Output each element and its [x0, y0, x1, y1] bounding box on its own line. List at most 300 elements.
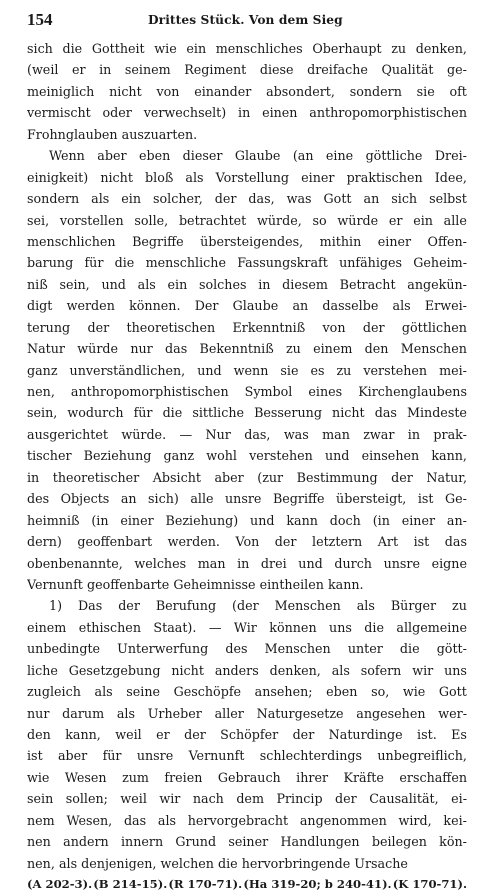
word: einer: [120, 512, 154, 528]
word: sein,: [59, 276, 90, 292]
word: sondern: [27, 191, 80, 207]
word: oder: [102, 105, 132, 121]
word: werden: [66, 298, 115, 314]
word: des: [225, 641, 248, 657]
word: wodurch: [67, 405, 124, 421]
edition-reference: (Ha 319-20; b 240-41).: [243, 877, 392, 892]
word: zu: [336, 362, 352, 378]
word: der: [184, 727, 206, 742]
word: Erwei-: [424, 298, 467, 314]
word: uns: [329, 619, 352, 635]
word: der: [391, 469, 413, 485]
text-line: [27, 553, 467, 574]
word: alle: [190, 491, 214, 507]
word: sofern: [360, 662, 402, 678]
word: Bürger: [390, 598, 437, 614]
word: selbst: [429, 191, 467, 207]
word: einigkeit): [27, 169, 89, 185]
word: —: [208, 619, 222, 635]
word: betrachtet: [178, 212, 247, 228]
word: Naturdinge: [328, 727, 403, 742]
word: wie: [154, 41, 177, 56]
word: es: [310, 362, 325, 378]
word: wie: [27, 769, 50, 785]
text-line: [27, 831, 467, 852]
word: Drei-: [434, 148, 467, 164]
word: ethischen: [78, 619, 141, 635]
text-line: [27, 660, 467, 681]
word: übersteigendes,: [200, 233, 304, 249]
word: in: [258, 276, 271, 292]
word: wir: [159, 791, 181, 807]
word: er: [156, 727, 170, 742]
word: das: [444, 534, 467, 550]
word: sittliche: [192, 405, 244, 421]
text-line: [27, 102, 467, 123]
word: angesehen: [356, 705, 426, 721]
word: dieser: [182, 148, 223, 164]
word: der: [87, 319, 110, 335]
word: die: [162, 405, 183, 421]
word: zugleich: [27, 684, 81, 700]
word: angenommen: [299, 812, 387, 828]
word: sein: [27, 791, 54, 807]
text-line: [27, 488, 467, 509]
word: ihrer: [296, 769, 329, 785]
word: weil: [120, 791, 147, 807]
text-line: [27, 745, 467, 766]
word: zum: [122, 769, 149, 785]
word: würde.: [121, 426, 167, 442]
word: digt: [27, 298, 53, 314]
word: das: [165, 341, 188, 357]
word: dreifache: [307, 62, 368, 78]
word: auszuarten.: [121, 126, 198, 142]
word: was: [286, 191, 312, 207]
word: welches: [134, 555, 187, 571]
word: Ursache: [354, 855, 408, 871]
word: kei-: [443, 812, 467, 828]
word: Vernunft: [188, 748, 245, 764]
word: menschlichen: [27, 233, 116, 249]
word: sich: [27, 41, 53, 56]
word: nicht: [171, 662, 204, 678]
word: Wesen,: [66, 812, 113, 828]
word: hervorgebracht: [187, 812, 289, 828]
word: ist: [417, 491, 434, 507]
word: ein: [186, 41, 207, 56]
text-line: [27, 467, 467, 488]
word: solle,: [134, 212, 169, 228]
word: den: [27, 727, 51, 742]
word: Betracht: [339, 276, 396, 292]
word: Mindeste: [406, 405, 467, 421]
word: einsehen: [361, 448, 420, 464]
word: ist: [413, 534, 430, 550]
word: Es: [451, 727, 467, 742]
word: vermischt: [27, 105, 91, 121]
word: Kirchenglaubens: [358, 384, 467, 399]
word: Menschen: [274, 598, 341, 614]
word: und: [324, 448, 350, 464]
word: zu: [285, 341, 301, 357]
word: an: [120, 491, 137, 507]
word: nur: [130, 341, 153, 357]
word: den: [364, 341, 389, 357]
word: Wesen: [64, 769, 107, 785]
word: Ge-: [444, 491, 467, 507]
text-line: [27, 595, 467, 616]
word: praktischen: [346, 169, 423, 185]
word: Gesetzgebung: [68, 662, 161, 678]
word: ansehen;: [254, 684, 313, 700]
text-line: [27, 724, 467, 745]
word: 1): [49, 598, 63, 614]
word: Wir: [233, 619, 257, 635]
word: als: [58, 855, 78, 871]
edition-references: [27, 874, 467, 895]
text-line: [27, 38, 467, 59]
text-line: [27, 531, 467, 552]
word: (weil: [27, 62, 59, 78]
text-line: [27, 617, 467, 638]
word: nicht: [100, 169, 133, 185]
word: anthropomorphistischen: [309, 105, 467, 121]
word: Berufung: [155, 598, 217, 614]
word: geoffenbart: [77, 534, 153, 550]
word: als: [91, 191, 110, 207]
word: als: [157, 812, 177, 828]
word: einer: [301, 169, 335, 185]
word: als: [116, 705, 135, 721]
word: unsre: [136, 748, 174, 764]
text-line: [27, 360, 467, 381]
word: als: [94, 684, 113, 700]
word: in: [99, 62, 112, 78]
word: wird,: [398, 812, 432, 828]
word: Oberhaupt: [312, 41, 382, 56]
word: übersteigt,: [336, 491, 407, 507]
word: eigne: [431, 555, 467, 571]
text-line: [27, 424, 467, 445]
text-line: [27, 767, 467, 788]
word: Wenn: [49, 148, 85, 164]
word: Erkenntniß: [232, 319, 306, 335]
word: weil: [115, 727, 142, 742]
word: der: [335, 791, 357, 807]
word: nicht: [332, 405, 365, 421]
word: von: [156, 83, 180, 99]
word: andern: [63, 834, 109, 850]
word: denken,: [415, 41, 467, 56]
word: aber: [97, 148, 127, 164]
word: (an: [292, 148, 314, 164]
word: in: [407, 426, 421, 442]
word: und: [197, 362, 222, 378]
word: zwar: [363, 426, 395, 442]
word: Gott: [438, 684, 467, 700]
word: angekün-: [407, 276, 467, 292]
word: das: [123, 812, 147, 828]
page-header: [27, 10, 467, 32]
word: mithin: [319, 233, 362, 249]
word: kann.: [327, 576, 364, 592]
text-line: [27, 124, 467, 145]
book-page: [27, 10, 467, 896]
word: Glaube: [234, 148, 281, 164]
word: (in: [91, 512, 109, 528]
word: das,: [244, 426, 271, 442]
word: sondern: [349, 83, 402, 99]
word: drei: [260, 555, 287, 571]
word: bloß: [145, 169, 174, 185]
word: Geschöpfe: [173, 684, 242, 700]
word: ein: [413, 212, 433, 228]
text-line: [27, 231, 467, 252]
word: was: [283, 426, 309, 442]
word: als: [137, 276, 156, 292]
word: verstehen: [249, 448, 313, 464]
word: unbegreiflich,: [377, 748, 467, 764]
word: eine: [325, 148, 354, 164]
word: wenn: [233, 362, 269, 378]
word: darum: [62, 705, 105, 721]
word: als: [392, 298, 411, 314]
word: Bekenntniß: [199, 341, 274, 357]
word: unsre: [383, 555, 421, 571]
word: Kräfte: [343, 769, 384, 785]
word: Gott: [323, 191, 352, 207]
word: Unterwerfung: [117, 641, 209, 657]
word: Natur: [27, 341, 66, 357]
word: alle: [443, 212, 467, 228]
word: unsre: [225, 491, 262, 507]
word: diesem: [282, 276, 328, 292]
text-line: [27, 810, 467, 831]
word: Frohnglauben: [27, 126, 118, 142]
word: obenbenannte,: [27, 555, 123, 571]
word: freien: [164, 769, 203, 785]
word: Der: [194, 298, 219, 314]
word: und: [101, 276, 126, 292]
word: (der: [232, 598, 259, 614]
word: Offen-: [427, 233, 467, 249]
word: Fassungskraft: [237, 255, 328, 271]
text-line: [27, 59, 467, 80]
word: die: [217, 855, 238, 871]
word: einen: [262, 105, 298, 121]
word: absondert,: [266, 83, 335, 99]
word: sie: [416, 83, 435, 99]
word: theoretischen: [126, 319, 216, 335]
word: von: [322, 319, 346, 335]
edition-reference: (K 170-71).: [392, 877, 467, 892]
word: gött-: [436, 641, 467, 657]
word: theoretischer: [52, 469, 140, 485]
word: oft: [449, 83, 467, 99]
word: denken,: [269, 662, 321, 678]
text-line: [27, 510, 467, 531]
word: niß: [27, 276, 48, 292]
word: er: [71, 62, 86, 78]
text-line: [27, 338, 467, 359]
word: man: [197, 555, 226, 571]
word: Nur: [205, 426, 231, 442]
word: ein: [121, 191, 142, 207]
text-line: [27, 703, 467, 724]
word: Qualität: [381, 62, 434, 78]
word: würde: [337, 212, 379, 228]
word: Idee,: [434, 169, 467, 185]
word: Urheber: [147, 705, 202, 721]
word: kann,: [65, 727, 101, 742]
word: der: [362, 319, 385, 335]
word: einer: [377, 233, 412, 249]
word: Regiment: [184, 62, 247, 78]
word: Vorstellung: [215, 169, 290, 185]
word: man: [322, 426, 350, 442]
word: eintheilen: [259, 576, 324, 592]
word: terung: [27, 319, 71, 335]
word: Menschen: [264, 641, 331, 657]
word: können: [269, 619, 317, 635]
word: uns: [444, 662, 467, 678]
word: anders: [214, 662, 259, 678]
word: so,: [371, 684, 390, 700]
word: und: [250, 512, 275, 528]
word: aber: [57, 748, 88, 764]
word: in: [237, 555, 250, 571]
word: Symbol: [244, 384, 293, 399]
text-line: [27, 81, 467, 102]
word: kön-: [439, 834, 467, 850]
word: anthropomorphistischen: [70, 384, 229, 399]
word: Begriffe: [132, 233, 184, 249]
page-number: 154: [27, 10, 53, 29]
text-line: [27, 295, 467, 316]
word: wie: [402, 684, 426, 700]
word: verwechselt): [143, 105, 227, 121]
text-line: [27, 853, 467, 874]
word: sollen;: [65, 791, 108, 807]
word: denjenigen,: [81, 855, 157, 871]
word: sei,: [27, 212, 50, 228]
word: ein: [167, 276, 188, 292]
word: Grund: [175, 834, 217, 850]
text-line: [27, 402, 467, 423]
word: dem: [236, 791, 264, 807]
word: diese: [259, 62, 294, 78]
word: er: [388, 212, 403, 228]
word: Gebrauch: [217, 769, 281, 785]
word: Beziehung: [83, 448, 152, 464]
word: an: [292, 298, 309, 314]
word: kann: [286, 512, 318, 528]
word: einem: [313, 341, 353, 357]
word: Das: [77, 598, 103, 614]
word: Princip: [276, 791, 323, 807]
word: erschaffen: [399, 769, 467, 785]
word: dern): [27, 534, 62, 550]
word: eines: [308, 384, 343, 399]
word: göttlichen: [401, 319, 467, 335]
word: nen,: [27, 855, 55, 871]
word: Naturgesetze: [256, 705, 344, 721]
word: nem: [27, 812, 55, 828]
word: Art: [377, 534, 399, 550]
word: geoffenbarte: [86, 576, 170, 592]
word: doch: [329, 512, 361, 528]
word: unverständlichen,: [69, 362, 186, 378]
word: Natur,: [426, 469, 467, 485]
word: barung: [27, 255, 74, 271]
word: Vernunft: [27, 576, 83, 592]
edition-reference: (R 170-71).: [168, 877, 243, 892]
word: Von: [235, 534, 260, 550]
text-line: [27, 681, 467, 702]
word: können.: [129, 298, 181, 314]
word: würde,: [257, 212, 302, 228]
word: für: [102, 748, 122, 764]
word: Absicht: [152, 469, 201, 485]
word: nach: [192, 791, 224, 807]
word: einem: [27, 619, 67, 635]
word: ausgerichtet: [27, 426, 108, 442]
word: Beziehung): [165, 512, 239, 528]
word: und: [298, 555, 323, 571]
word: aber: [214, 469, 244, 485]
text-line: [27, 381, 467, 402]
word: schlechterdings: [259, 748, 363, 764]
word: die: [364, 619, 384, 635]
word: menschliches: [215, 41, 303, 56]
word: in: [238, 105, 251, 121]
word: wer-: [438, 705, 467, 721]
word: an: [363, 191, 380, 207]
word: seiner: [228, 834, 269, 850]
word: das: [374, 405, 397, 421]
word: der: [292, 727, 315, 742]
word: sein,: [27, 405, 58, 421]
text-line: [27, 638, 467, 659]
word: zu: [452, 598, 467, 614]
word: einer: [401, 512, 436, 528]
word: Geheimnisse: [173, 576, 256, 592]
word: liche: [27, 662, 58, 678]
word: prak-: [433, 426, 467, 442]
word: letztern: [312, 534, 363, 550]
word: allgemeine: [396, 619, 467, 635]
word: ge-: [447, 62, 467, 78]
word: als: [356, 598, 375, 614]
word: mei-: [439, 362, 467, 378]
word: sich): [148, 491, 179, 507]
word: der: [274, 534, 297, 550]
word: nur: [27, 705, 50, 721]
word: wohl: [206, 448, 237, 464]
edition-reference: (A 202-3).: [27, 877, 93, 892]
word: des: [27, 491, 50, 507]
word: werden.: [167, 534, 220, 550]
word: ganz: [163, 448, 195, 464]
word: sich: [391, 191, 418, 207]
running-head: Drittes Stück. Von dem Sieg: [148, 13, 343, 27]
word: der: [214, 191, 237, 207]
word: Causalität,: [369, 791, 439, 807]
word: ganz: [27, 362, 58, 378]
word: aller: [214, 705, 244, 721]
word: Handlungen: [280, 834, 360, 850]
